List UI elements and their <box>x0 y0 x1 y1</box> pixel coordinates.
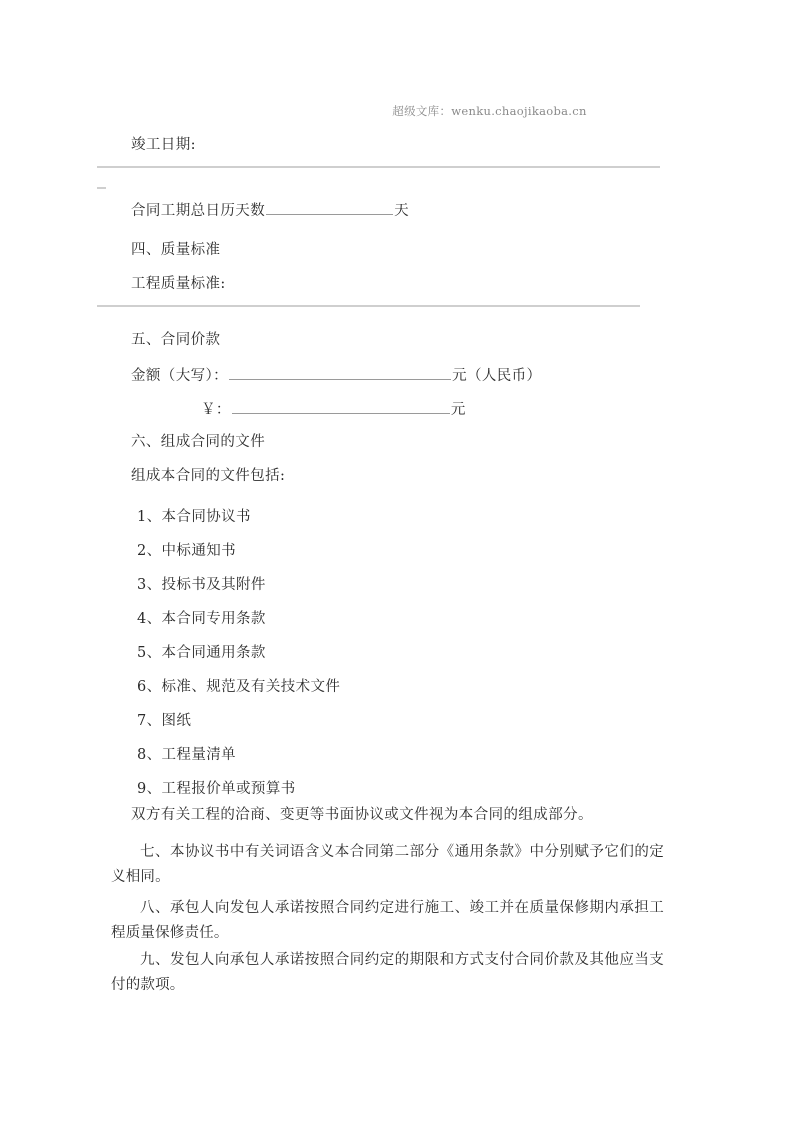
horizontal-rule-middle <box>97 305 640 307</box>
document-watermark-header: 超级文库：wenku.chaojikaoba.cn <box>392 104 587 118</box>
amount-in-words-line <box>131 364 541 386</box>
total-calendar-days-line <box>131 199 409 221</box>
contract-documents-list <box>137 500 340 806</box>
list-item: 4、本合同专用条款 <box>137 611 266 627</box>
list-item: 3、投标书及其附件 <box>137 577 266 593</box>
amount-in-words-unit: 元（人民币） <box>452 368 542 384</box>
clause-seven: 七、本协议书中有关词语含义本合同第二部分《通用条款》中分别赋予它们的定义相同。 <box>111 844 664 885</box>
section-five-heading: 五、合同价款 <box>131 332 221 348</box>
clause-nine: 九、发包人向承包人承诺按照合同约定的期限和方式支付合同价款及其他应当支付的款项。 <box>111 952 664 993</box>
list-item: 6、标准、规范及有关技术文件 <box>137 679 341 695</box>
list-item: 8、工程量清单 <box>137 747 237 763</box>
quality-standard-label: 工程质量标准: <box>131 276 226 292</box>
completion-date-label: 竣工日期: <box>131 137 196 153</box>
amount-in-words-blank[interactable] <box>229 364 451 380</box>
completion-date-line <box>131 128 196 162</box>
horizontal-rule-top <box>97 166 660 168</box>
section-four-heading: 四、质量标准 <box>131 242 221 258</box>
list-item: 2、中标通知书 <box>137 543 237 559</box>
amount-in-figures-blank[interactable] <box>232 398 450 414</box>
documents-note: 双方有关工程的洽商、变更等书面协议或文件视为本合同的组成部分。 <box>131 807 593 823</box>
total-days-label: 合同工期总日历天数 <box>131 203 266 219</box>
amount-in-figures-line <box>201 398 466 420</box>
amount-in-figures-unit: 元 <box>450 402 466 418</box>
section-six-heading: 六、组成合同的文件 <box>131 434 266 450</box>
list-item: 7、图纸 <box>137 713 192 729</box>
list-item: 5、本合同通用条款 <box>137 645 266 661</box>
list-item: 9、工程报价单或预算书 <box>137 781 296 797</box>
total-days-blank[interactable] <box>266 199 393 215</box>
amount-in-words-label: 金额（大写）： <box>131 368 229 384</box>
documents-intro: 组成本合同的文件包括: <box>131 468 286 484</box>
list-item: 1、本合同协议书 <box>137 509 251 525</box>
amount-in-figures-label: ￥： <box>201 402 231 418</box>
total-days-unit: 天 <box>394 203 410 219</box>
horizontal-rule-dash <box>97 187 106 189</box>
clause-eight: 八、承包人向发包人承诺按照合同约定进行施工、竣工并在质量保修期内承担工程质量保修责任。 <box>111 900 664 941</box>
